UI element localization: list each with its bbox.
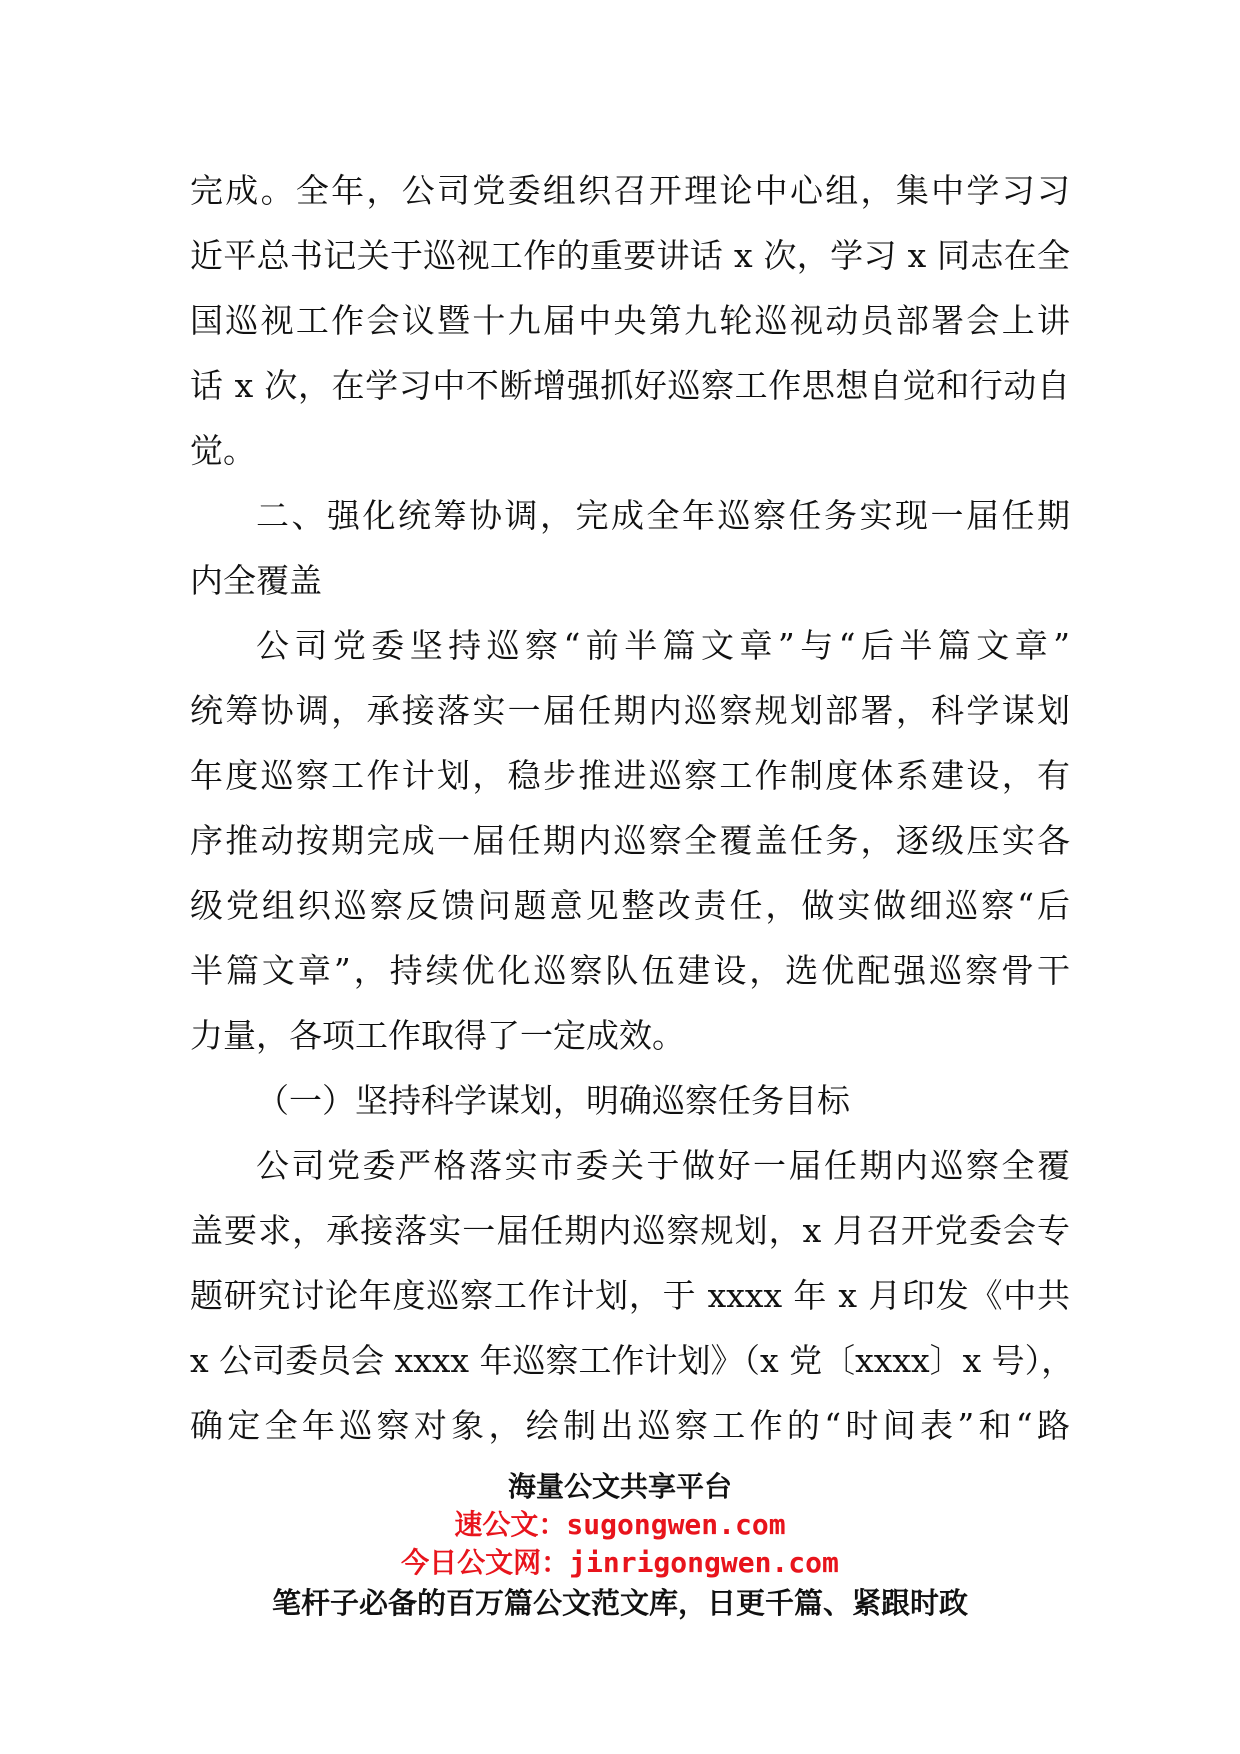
footer-slogan: 笔杆子必备的百万篇公文范文库，日更千篇、紧跟时政	[271, 1586, 968, 1620]
body-line: 盖要求，承接落实一届任期内巡察规划，x 月召开党委会专	[190, 1211, 1070, 1250]
body-line: x 公司委员会 xxxx 年巡察工作计划》（x 党〔xxxx〕x 号），	[190, 1341, 1075, 1380]
body-line: 确定全年巡察对象，绘制出巡察工作的“时间表”和“路	[190, 1406, 1070, 1445]
body-line: 公司党委严格落实市委关于做好一届任期内巡察全覆	[256, 1146, 1070, 1185]
body-line: 年度巡察工作计划，稳步推进巡察工作制度体系建设，有	[190, 756, 1070, 795]
section-heading-2: 二、强化统筹协调，完成全年巡察任务实现一届任期	[256, 496, 1070, 535]
footer-site2-url[interactable]: jinrigongwen.com	[569, 1546, 839, 1579]
body-line: 完成。全年，公司党委组织召开理论中心组，集中学习习	[190, 171, 1070, 210]
footer-site2-label: 今日公文网：	[401, 1546, 570, 1579]
body-line: 题研究讨论年度巡察工作计划，于 xxxx 年 x 月印发《中共	[190, 1276, 1070, 1315]
footer-site2[interactable]	[0, 1544, 1240, 1582]
footer-site1-url[interactable]: sugongwen.com	[566, 1508, 786, 1541]
body-line: 级党组织巡察反馈问题意见整改责任，做实做细巡察“后	[190, 886, 1070, 925]
body-line: 序推动按期完成一届任期内巡察全覆盖任务，逐级压实各	[190, 821, 1070, 860]
body-line: 力量，各项工作取得了一定成效。	[190, 1016, 685, 1055]
footer-site1[interactable]	[0, 1506, 1240, 1544]
section-heading-2-cont: 内全覆盖	[190, 561, 322, 600]
footer-site1-label: 速公文：	[454, 1508, 567, 1541]
body-line: 觉。	[190, 431, 256, 470]
body-line: 半篇文章”，持续优化巡察队伍建设，选优配强巡察骨干	[190, 951, 1070, 990]
footer-banner	[0, 1468, 1240, 1622]
footer-title: 海量公文共享平台	[507, 1470, 732, 1503]
body-line: 统筹协调，承接落实一届任期内巡察规划部署，科学谋划	[190, 691, 1070, 730]
body-line: 话 x 次，在学习中不断增强抓好巡察工作思想自觉和行动自	[190, 366, 1070, 405]
body-line: 国巡视工作会议暨十九届中央第九轮巡视动员部署会上讲	[190, 301, 1070, 340]
body-line: 公司党委坚持巡察“前半篇文章”与“后半篇文章”	[256, 626, 1070, 665]
document-body	[190, 158, 1075, 1458]
body-line: 近平总书记关于巡视工作的重要讲话 x 次，学习 x 同志在全	[190, 236, 1070, 275]
subsection-heading-1: （一）坚持科学谋划，明确巡察任务目标	[256, 1081, 850, 1120]
